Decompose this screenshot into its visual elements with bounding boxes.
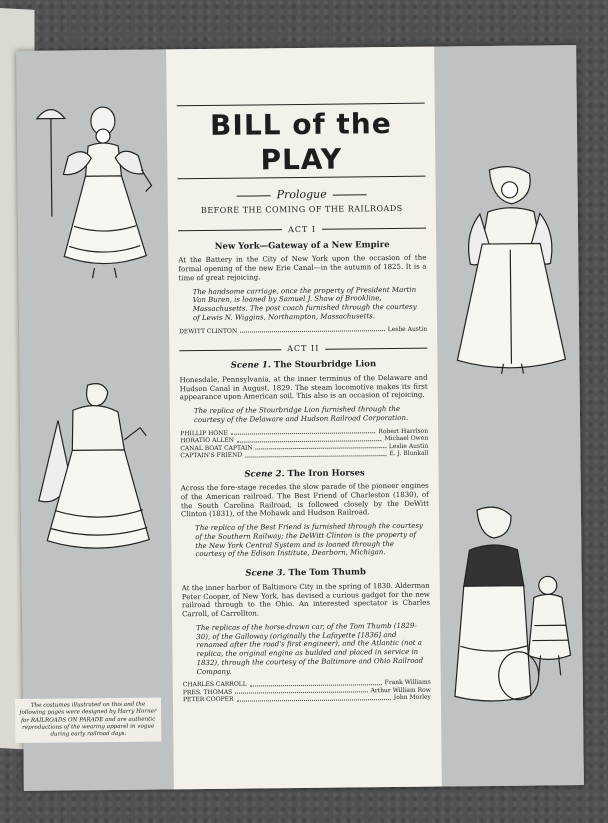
cast-role: PRES. THOMAS <box>182 688 233 696</box>
cast-row <box>183 694 431 704</box>
scene-3-description: At the inner harbor of Baltimore City in the spring of 1830. Alderman Peter Cooper, of New York, has devised a curious gadget for the new railroad through to the Ohio. An interested spectator is Charles Carroll, of Carrollton. <box>181 581 430 619</box>
prologue-label: Prologue <box>276 187 327 202</box>
scene-2-label: Scene 2. <box>244 468 285 480</box>
costume-figure-bonnet <box>449 163 571 379</box>
right-illustration-panel <box>434 45 584 786</box>
cast-leader-dots <box>235 692 367 694</box>
scene-3-cast <box>183 679 431 704</box>
scene-1-description: Honesdale, Pennsylvania, at the inner terminus of the Delaware and Hudson Canal in August, 1829. The steam locomotive makes its first appearance upon American soil. This also is an occasion of rejoicing. <box>179 373 428 402</box>
scene-1-note: The replica of the Stourbridge Lion furnished through the courtesy of the Delaware and Hudson Railroad Corporation. <box>193 404 409 424</box>
cast-actor: Arthur William Row <box>370 686 431 695</box>
prologue-rule-left <box>237 195 271 196</box>
act-1-heading <box>178 223 426 236</box>
act-2-label: ACT II <box>287 343 320 354</box>
costume-figure-child-hoop <box>447 505 579 716</box>
cast-leader-dots <box>250 684 382 686</box>
scene-2-description: Across the fore-stage recedes the slow parade of the pioneer engines of the American railroad. The Best Friend of Charleston (1830), of the South Carolina Railroad, is followed closely by the DeWitt Clinton (1831), of the Mohawk and Hudson Railroad. <box>180 481 429 519</box>
act-1-label: ACT I <box>288 224 317 234</box>
act-2-rule-left <box>179 349 281 351</box>
scene-3-name: The Tom Thumb <box>288 567 366 579</box>
program-page <box>16 45 584 791</box>
scene-1-title <box>179 359 427 372</box>
prologue-subtitle: BEFORE THE COMING OF THE RAILROADS <box>200 203 403 215</box>
cast-leader-dots <box>237 699 391 702</box>
cast-role: HORATIO ALLEN <box>180 436 235 445</box>
prologue-heading <box>178 187 426 203</box>
scene-2-name: The Iron Horses <box>287 467 365 479</box>
scene-3-label: Scene 3. <box>245 568 286 579</box>
cast-role: CANAL BOAT CAPTAIN <box>180 443 253 452</box>
cast-role: PETER COOPER <box>182 695 234 704</box>
act-1-rule-right <box>322 228 426 230</box>
cast-leader-dots <box>256 447 386 449</box>
cast-role: CAPTAIN'S FRIEND <box>180 451 243 460</box>
cast-leader-dots <box>245 455 386 457</box>
costume-caption: The costumes illustrated on this and the following pages were designed by Harry Horner for RAILROADS ON PARADE and are authentic reproductions of the wearing apparel in vogue during early railroad days. <box>15 697 161 743</box>
cast-row <box>179 325 427 335</box>
cast-leader-dots <box>240 330 384 333</box>
cast-role: CHARLES CARROLL <box>182 680 247 689</box>
cast-actor: Leslie Austin <box>388 442 429 450</box>
cast-role: PHILLIP HONE <box>180 429 228 437</box>
act-1-rule-left <box>178 229 282 231</box>
act-1-title: New York—Gateway of a New Empire <box>214 239 390 252</box>
act-1-note: The handsome carriage, once the property of President Martin Van Buren, is loaned by Samuel J. Shaw of Brookline, Massachusetts. The post coach furnished through the courtesy of Lewis N. Wiggins, Northampton, Massachusetts. <box>192 285 417 322</box>
act-1-description: At the Battery in the City of New York upon the occasion of the formal opening of the new Erie Canal—in the autumn of 1825. It is a time of great rejoicing. <box>178 254 427 283</box>
cast-row <box>180 450 428 460</box>
scene-2-title <box>181 467 429 480</box>
left-illustration-panel <box>16 49 174 791</box>
scene-1-label: Scene 1. <box>230 360 271 371</box>
scene-3-title <box>182 567 430 580</box>
act-2-heading <box>179 343 427 356</box>
scene-1-cast <box>180 427 428 460</box>
cast-leader-dots <box>237 440 381 443</box>
cast-actor: E. J. Blunkall <box>389 449 429 458</box>
cast-actor: Michael Owen <box>384 434 429 443</box>
prologue-rule-right <box>333 194 367 195</box>
page-title: BILL of the PLAY <box>177 103 426 180</box>
costume-figure-parasol <box>33 95 165 286</box>
cast-actor: Leslie Austin <box>387 325 428 333</box>
act-2-rule-right <box>325 347 427 349</box>
costume-figure-shawl <box>28 379 160 555</box>
cast-role: DEWITT CLINTON <box>179 327 238 335</box>
cast-actor: Frank Williams <box>384 678 431 687</box>
cast-actor: John Morley <box>393 693 431 702</box>
bill-of-play-column <box>166 47 442 790</box>
cast-actor: Robert Harrison <box>378 427 429 435</box>
scene-1-name: The Stourbridge Lion <box>273 359 377 371</box>
act-1-cast <box>179 325 427 335</box>
scene-3-note: The replicas of the horse-drawn car, of the Tom Thumb (1829-30), of the Galloway (originally the Lafayette [1836] and renamed after the road's first engineer), and the Atlantic (not a replica, the original engine as builded and placed in service in 1832), through the courtesy of the Baltimore and Ohio Railroad Company. <box>196 621 424 676</box>
cast-leader-dots <box>231 432 376 435</box>
scene-2-note: The replica of the Best Friend is furnished through the courtesy of the Southern Railway; the DeWitt Clinton is the property of the New York Central System and is loaned through the courtesy of the Edison Institute, Dearborn, Michigan. <box>195 521 423 559</box>
